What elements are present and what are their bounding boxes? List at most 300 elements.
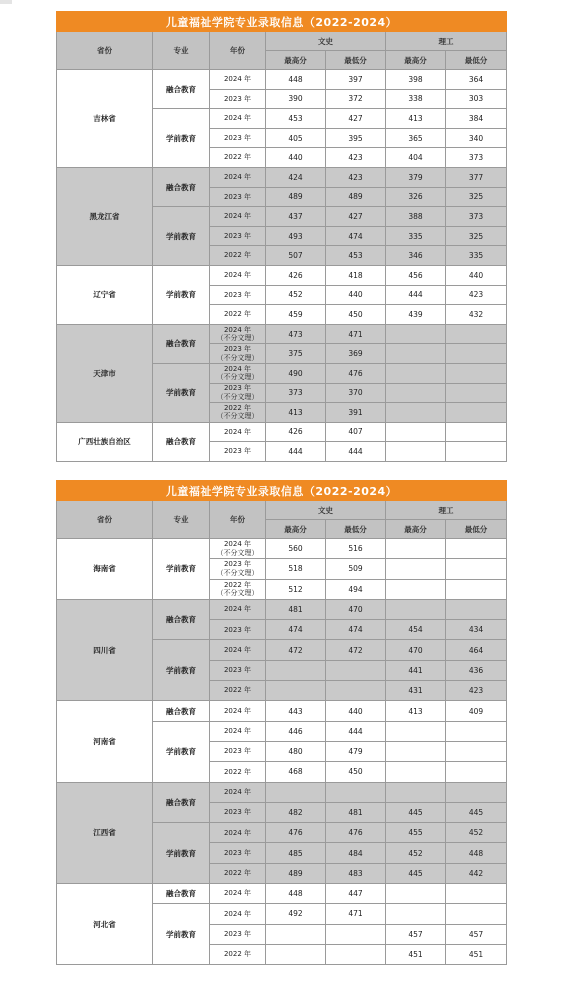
ligong-max-cell: 444: [386, 285, 446, 305]
year-label: 2024 年: [223, 325, 252, 334]
ligong-max-cell: 456: [386, 265, 446, 285]
ligong-max-cell: 452: [386, 843, 446, 863]
ligong-max-cell: [386, 721, 446, 741]
ligong-min-cell: 434: [446, 620, 507, 640]
year-label: 2023 年: [223, 625, 252, 634]
wenshi-min-cell: 479: [326, 741, 386, 761]
major-cell: 融合教育: [153, 884, 210, 904]
table-body: [57, 539, 507, 965]
wenshi-max-cell: 443: [266, 701, 326, 721]
ligong-max-cell: [386, 324, 446, 344]
wenshi-min-cell: [326, 924, 386, 944]
table-row: [57, 884, 507, 904]
ligong-min-cell: 457: [446, 924, 507, 944]
year-label: 2023 年: [223, 192, 252, 201]
major-cell: 融合教育: [153, 70, 210, 109]
year-label: 2023 年: [223, 290, 252, 299]
header-wenshi-max: 最高分: [266, 520, 326, 539]
table-row: [57, 265, 507, 285]
ligong-min-cell: 364: [446, 70, 507, 90]
year-label: 2024 年: [223, 114, 252, 123]
wenshi-max-cell: 480: [266, 741, 326, 761]
year-label: 2024 年: [223, 645, 252, 654]
year-label: 2023 年: [223, 345, 252, 354]
ligong-max-cell: [386, 884, 446, 904]
wenshi-min-cell: 474: [326, 226, 386, 246]
year-label: 2022 年: [223, 153, 252, 162]
ligong-max-cell: [386, 579, 446, 599]
ligong-max-cell: 457: [386, 924, 446, 944]
ligong-max-cell: [386, 344, 446, 364]
major-cell: 学前教育: [153, 363, 210, 422]
header-wenshi-max: 最高分: [266, 51, 326, 70]
year-label: 2024 年: [223, 212, 252, 221]
wenshi-min-cell: [326, 681, 386, 701]
ligong-max-cell: 445: [386, 863, 446, 883]
year-cell: [210, 579, 266, 599]
header-year: 年份: [210, 32, 266, 70]
year-cell: [210, 924, 266, 944]
year-label: 2022 年: [223, 251, 252, 260]
year-label: 2024 年: [223, 706, 252, 715]
wenshi-min-cell: 471: [326, 904, 386, 924]
ligong-max-cell: 398: [386, 70, 446, 90]
province-cell: 黑龙江省: [57, 167, 153, 265]
ligong-min-cell: [446, 403, 507, 423]
ligong-max-cell: [386, 442, 446, 462]
wenshi-max-cell: 459: [266, 305, 326, 325]
table-title: 儿童福祉学院专业录取信息（2022-2024）: [57, 12, 507, 32]
ligong-min-cell: [446, 904, 507, 924]
wenshi-max-cell: 507: [266, 246, 326, 266]
ligong-min-cell: 325: [446, 226, 507, 246]
province-cell: 河南省: [57, 701, 153, 782]
year-cell: [210, 660, 266, 680]
ligong-min-cell: 303: [446, 89, 507, 109]
year-cell: [210, 884, 266, 904]
header-province: 省份: [57, 501, 153, 539]
header-ligong: 理工: [386, 32, 507, 51]
year-note: （不分文理）: [216, 373, 259, 382]
wenshi-min-cell: 418: [326, 265, 386, 285]
year-cell: [210, 167, 266, 187]
wenshi-max-cell: [266, 924, 326, 944]
corner-mark: [0, 0, 12, 4]
year-label: 2024 年: [223, 173, 252, 182]
major-cell: 学前教育: [153, 265, 210, 324]
year-cell: [210, 403, 266, 423]
ligong-min-cell: [446, 422, 507, 442]
year-label: 2023 年: [223, 930, 252, 939]
year-note: （不分文理）: [216, 392, 259, 401]
ligong-max-cell: 441: [386, 660, 446, 680]
wenshi-max-cell: 485: [266, 843, 326, 863]
wenshi-max-cell: 476: [266, 823, 326, 843]
year-label: 2024 年: [223, 605, 252, 614]
wenshi-max-cell: 390: [266, 89, 326, 109]
wenshi-min-cell: 489: [326, 187, 386, 207]
year-cell: [210, 741, 266, 761]
year-cell: [210, 802, 266, 822]
year-label: 2022 年: [223, 950, 252, 959]
major-cell: 融合教育: [153, 701, 210, 721]
wenshi-min-cell: 494: [326, 579, 386, 599]
year-cell: [210, 762, 266, 782]
year-note: （不分文理）: [216, 334, 259, 343]
ligong-min-cell: 377: [446, 167, 507, 187]
wenshi-min-cell: 440: [326, 701, 386, 721]
year-cell: [210, 70, 266, 90]
wenshi-min-cell: [326, 944, 386, 964]
year-label: 2022 年: [223, 403, 252, 412]
province-cell: 广西壮族自治区: [57, 422, 153, 461]
wenshi-max-cell: 489: [266, 187, 326, 207]
year-cell: [210, 207, 266, 227]
wenshi-max-cell: [266, 681, 326, 701]
year-label: 2024 年: [223, 909, 252, 918]
wenshi-min-cell: 474: [326, 620, 386, 640]
year-label: 2023 年: [223, 848, 252, 857]
year-cell: [210, 442, 266, 462]
year-cell: [210, 324, 266, 344]
ligong-min-cell: 340: [446, 128, 507, 148]
ligong-min-cell: [446, 762, 507, 782]
year-cell: [210, 539, 266, 559]
year-note: （不分文理）: [216, 412, 259, 421]
ligong-max-cell: 455: [386, 823, 446, 843]
ligong-max-cell: 439: [386, 305, 446, 325]
year-label: 2022 年: [223, 767, 252, 776]
ligong-min-cell: [446, 383, 507, 403]
ligong-max-cell: [386, 762, 446, 782]
year-cell: [210, 265, 266, 285]
year-note: （不分文理）: [216, 353, 259, 362]
year-label: 2023 年: [223, 384, 252, 393]
ligong-max-cell: [386, 403, 446, 423]
year-cell: [210, 422, 266, 442]
ligong-max-cell: 451: [386, 944, 446, 964]
wenshi-max-cell: 375: [266, 344, 326, 364]
major-cell: 学前教育: [153, 640, 210, 701]
year-cell: [210, 701, 266, 721]
wenshi-min-cell: 481: [326, 802, 386, 822]
ligong-min-cell: 384: [446, 109, 507, 129]
year-cell: [210, 226, 266, 246]
wenshi-max-cell: 448: [266, 70, 326, 90]
ligong-max-cell: 388: [386, 207, 446, 227]
year-cell: [210, 128, 266, 148]
year-cell: [210, 823, 266, 843]
ligong-min-cell: [446, 344, 507, 364]
year-note: （不分文理）: [216, 568, 259, 577]
ligong-min-cell: [446, 741, 507, 761]
wenshi-min-cell: 427: [326, 207, 386, 227]
year-cell: [210, 246, 266, 266]
year-cell: [210, 721, 266, 741]
ligong-max-cell: [386, 904, 446, 924]
ligong-min-cell: 423: [446, 285, 507, 305]
year-cell: [210, 559, 266, 579]
admission-table-1: [56, 11, 507, 462]
wenshi-min-cell: 395: [326, 128, 386, 148]
year-label: 2023 年: [223, 447, 252, 456]
year-cell: [210, 620, 266, 640]
ligong-max-cell: 346: [386, 246, 446, 266]
table-row: [57, 701, 507, 721]
wenshi-min-cell: 450: [326, 305, 386, 325]
ligong-min-cell: [446, 782, 507, 802]
year-cell: [210, 863, 266, 883]
ligong-min-cell: 442: [446, 863, 507, 883]
year-note: （不分文理）: [216, 589, 259, 598]
header-province: 省份: [57, 32, 153, 70]
header-ligong: 理工: [386, 501, 507, 520]
year-cell: [210, 187, 266, 207]
province-cell: 四川省: [57, 599, 153, 700]
wenshi-min-cell: 483: [326, 863, 386, 883]
wenshi-max-cell: 440: [266, 148, 326, 168]
year-label: 2022 年: [223, 869, 252, 878]
ligong-min-cell: [446, 599, 507, 619]
ligong-min-cell: 464: [446, 640, 507, 660]
wenshi-min-cell: [326, 782, 386, 802]
major-cell: 融合教育: [153, 782, 210, 823]
wenshi-min-cell: 407: [326, 422, 386, 442]
ligong-min-cell: 451: [446, 944, 507, 964]
ligong-min-cell: 335: [446, 246, 507, 266]
ligong-min-cell: [446, 559, 507, 579]
ligong-min-cell: [446, 884, 507, 904]
ligong-max-cell: 470: [386, 640, 446, 660]
table-row: [57, 324, 507, 344]
table-row: [57, 539, 507, 559]
wenshi-max-cell: 489: [266, 863, 326, 883]
wenshi-min-cell: 423: [326, 167, 386, 187]
table-row: [57, 422, 507, 442]
wenshi-min-cell: 447: [326, 884, 386, 904]
wenshi-min-cell: 450: [326, 762, 386, 782]
wenshi-min-cell: 440: [326, 285, 386, 305]
wenshi-min-cell: 391: [326, 403, 386, 423]
ligong-max-cell: [386, 559, 446, 579]
ligong-min-cell: 452: [446, 823, 507, 843]
ligong-max-cell: 454: [386, 620, 446, 640]
ligong-min-cell: 436: [446, 660, 507, 680]
header-major: 专业: [153, 32, 210, 70]
year-note: （不分文理）: [216, 548, 259, 557]
major-cell: 融合教育: [153, 599, 210, 640]
header-wenshi: 文史: [266, 501, 386, 520]
wenshi-max-cell: [266, 782, 326, 802]
year-cell: [210, 344, 266, 364]
table-row: [57, 599, 507, 619]
year-label: 2022 年: [223, 310, 252, 319]
year-label: 2024 年: [223, 364, 252, 373]
ligong-max-cell: [386, 383, 446, 403]
wenshi-max-cell: 426: [266, 265, 326, 285]
major-cell: 学前教育: [153, 539, 210, 600]
major-cell: 融合教育: [153, 422, 210, 461]
ligong-min-cell: 373: [446, 207, 507, 227]
wenshi-max-cell: 473: [266, 324, 326, 344]
wenshi-min-cell: 476: [326, 823, 386, 843]
wenshi-min-cell: 423: [326, 148, 386, 168]
ligong-max-cell: 431: [386, 681, 446, 701]
major-cell: 学前教育: [153, 721, 210, 782]
ligong-min-cell: 445: [446, 802, 507, 822]
wenshi-min-cell: 397: [326, 70, 386, 90]
ligong-min-cell: 325: [446, 187, 507, 207]
province-cell: 天津市: [57, 324, 153, 422]
ligong-min-cell: [446, 442, 507, 462]
major-cell: 学前教育: [153, 823, 210, 884]
header-wenshi: 文史: [266, 32, 386, 51]
ligong-max-cell: 365: [386, 128, 446, 148]
year-cell: [210, 285, 266, 305]
wenshi-min-cell: 472: [326, 640, 386, 660]
ligong-min-cell: 448: [446, 843, 507, 863]
ligong-max-cell: [386, 363, 446, 383]
wenshi-max-cell: [266, 944, 326, 964]
wenshi-min-cell: 369: [326, 344, 386, 364]
wenshi-max-cell: 424: [266, 167, 326, 187]
year-label: 2024 年: [223, 270, 252, 279]
year-label: 2024 年: [223, 828, 252, 837]
header-wenshi-min: 最低分: [326, 51, 386, 70]
year-label: 2022 年: [223, 686, 252, 695]
table-title: 儿童福祉学院专业录取信息（2022-2024）: [57, 481, 507, 501]
year-cell: [210, 89, 266, 109]
wenshi-min-cell: 370: [326, 383, 386, 403]
year-cell: [210, 383, 266, 403]
ligong-max-cell: 413: [386, 701, 446, 721]
wenshi-max-cell: 468: [266, 762, 326, 782]
year-cell: [210, 782, 266, 802]
admission-table-2: [56, 480, 507, 965]
wenshi-max-cell: 482: [266, 802, 326, 822]
year-label: 2024 年: [223, 727, 252, 736]
year-label: 2023 年: [223, 94, 252, 103]
wenshi-max-cell: 492: [266, 904, 326, 924]
year-label: 2023 年: [223, 747, 252, 756]
year-label: 2024 年: [223, 787, 252, 796]
wenshi-min-cell: 484: [326, 843, 386, 863]
ligong-min-cell: [446, 579, 507, 599]
wenshi-min-cell: 516: [326, 539, 386, 559]
ligong-min-cell: [446, 721, 507, 741]
wenshi-max-cell: 446: [266, 721, 326, 741]
province-cell: 河北省: [57, 884, 153, 965]
wenshi-max-cell: 518: [266, 559, 326, 579]
wenshi-min-cell: 372: [326, 89, 386, 109]
year-cell: [210, 148, 266, 168]
wenshi-max-cell: 490: [266, 363, 326, 383]
ligong-max-cell: [386, 782, 446, 802]
wenshi-min-cell: 476: [326, 363, 386, 383]
table-row: [57, 70, 507, 90]
wenshi-min-cell: 509: [326, 559, 386, 579]
province-cell: 吉林省: [57, 70, 153, 168]
ligong-max-cell: 404: [386, 148, 446, 168]
year-label: 2024 年: [223, 540, 252, 549]
wenshi-max-cell: 560: [266, 539, 326, 559]
ligong-max-cell: 413: [386, 109, 446, 129]
year-cell: [210, 843, 266, 863]
header-ligong-min: 最低分: [446, 520, 507, 539]
wenshi-max-cell: 493: [266, 226, 326, 246]
major-cell: 学前教育: [153, 904, 210, 965]
year-label: 2022 年: [223, 580, 252, 589]
year-label: 2023 年: [223, 231, 252, 240]
ligong-min-cell: [446, 539, 507, 559]
ligong-max-cell: 338: [386, 89, 446, 109]
year-cell: [210, 640, 266, 660]
year-cell: [210, 109, 266, 129]
wenshi-max-cell: 474: [266, 620, 326, 640]
year-label: 2023 年: [223, 133, 252, 142]
province-cell: 海南省: [57, 539, 153, 600]
wenshi-max-cell: 437: [266, 207, 326, 227]
major-cell: 融合教育: [153, 324, 210, 363]
ligong-max-cell: [386, 599, 446, 619]
wenshi-max-cell: 405: [266, 128, 326, 148]
ligong-max-cell: [386, 422, 446, 442]
wenshi-min-cell: 444: [326, 442, 386, 462]
wenshi-max-cell: 426: [266, 422, 326, 442]
table-row: [57, 167, 507, 187]
year-label: 2024 年: [223, 889, 252, 898]
ligong-max-cell: 445: [386, 802, 446, 822]
header-ligong-min: 最低分: [446, 51, 507, 70]
table-row: [57, 782, 507, 802]
province-cell: 辽宁省: [57, 265, 153, 324]
major-cell: 学前教育: [153, 207, 210, 266]
wenshi-max-cell: 512: [266, 579, 326, 599]
header-major: 专业: [153, 501, 210, 539]
header-wenshi-min: 最低分: [326, 520, 386, 539]
wenshi-min-cell: 453: [326, 246, 386, 266]
header-ligong-max: 最高分: [386, 51, 446, 70]
year-cell: [210, 681, 266, 701]
wenshi-max-cell: 373: [266, 383, 326, 403]
wenshi-min-cell: 444: [326, 721, 386, 741]
wenshi-min-cell: [326, 660, 386, 680]
year-cell: [210, 305, 266, 325]
year-label: 2023 年: [223, 560, 252, 569]
ligong-max-cell: 326: [386, 187, 446, 207]
ligong-max-cell: 379: [386, 167, 446, 187]
year-cell: [210, 904, 266, 924]
wenshi-max-cell: [266, 660, 326, 680]
year-cell: [210, 944, 266, 964]
wenshi-min-cell: 427: [326, 109, 386, 129]
header-year: 年份: [210, 501, 266, 539]
wenshi-min-cell: 470: [326, 599, 386, 619]
ligong-max-cell: [386, 539, 446, 559]
ligong-max-cell: [386, 741, 446, 761]
ligong-min-cell: 373: [446, 148, 507, 168]
wenshi-max-cell: 453: [266, 109, 326, 129]
province-cell: 江西省: [57, 782, 153, 883]
year-label: 2024 年: [223, 427, 252, 436]
wenshi-max-cell: 452: [266, 285, 326, 305]
ligong-min-cell: 440: [446, 265, 507, 285]
table-body: [57, 70, 507, 462]
header-ligong-max: 最高分: [386, 520, 446, 539]
wenshi-max-cell: 448: [266, 884, 326, 904]
ligong-min-cell: 409: [446, 701, 507, 721]
wenshi-max-cell: 472: [266, 640, 326, 660]
